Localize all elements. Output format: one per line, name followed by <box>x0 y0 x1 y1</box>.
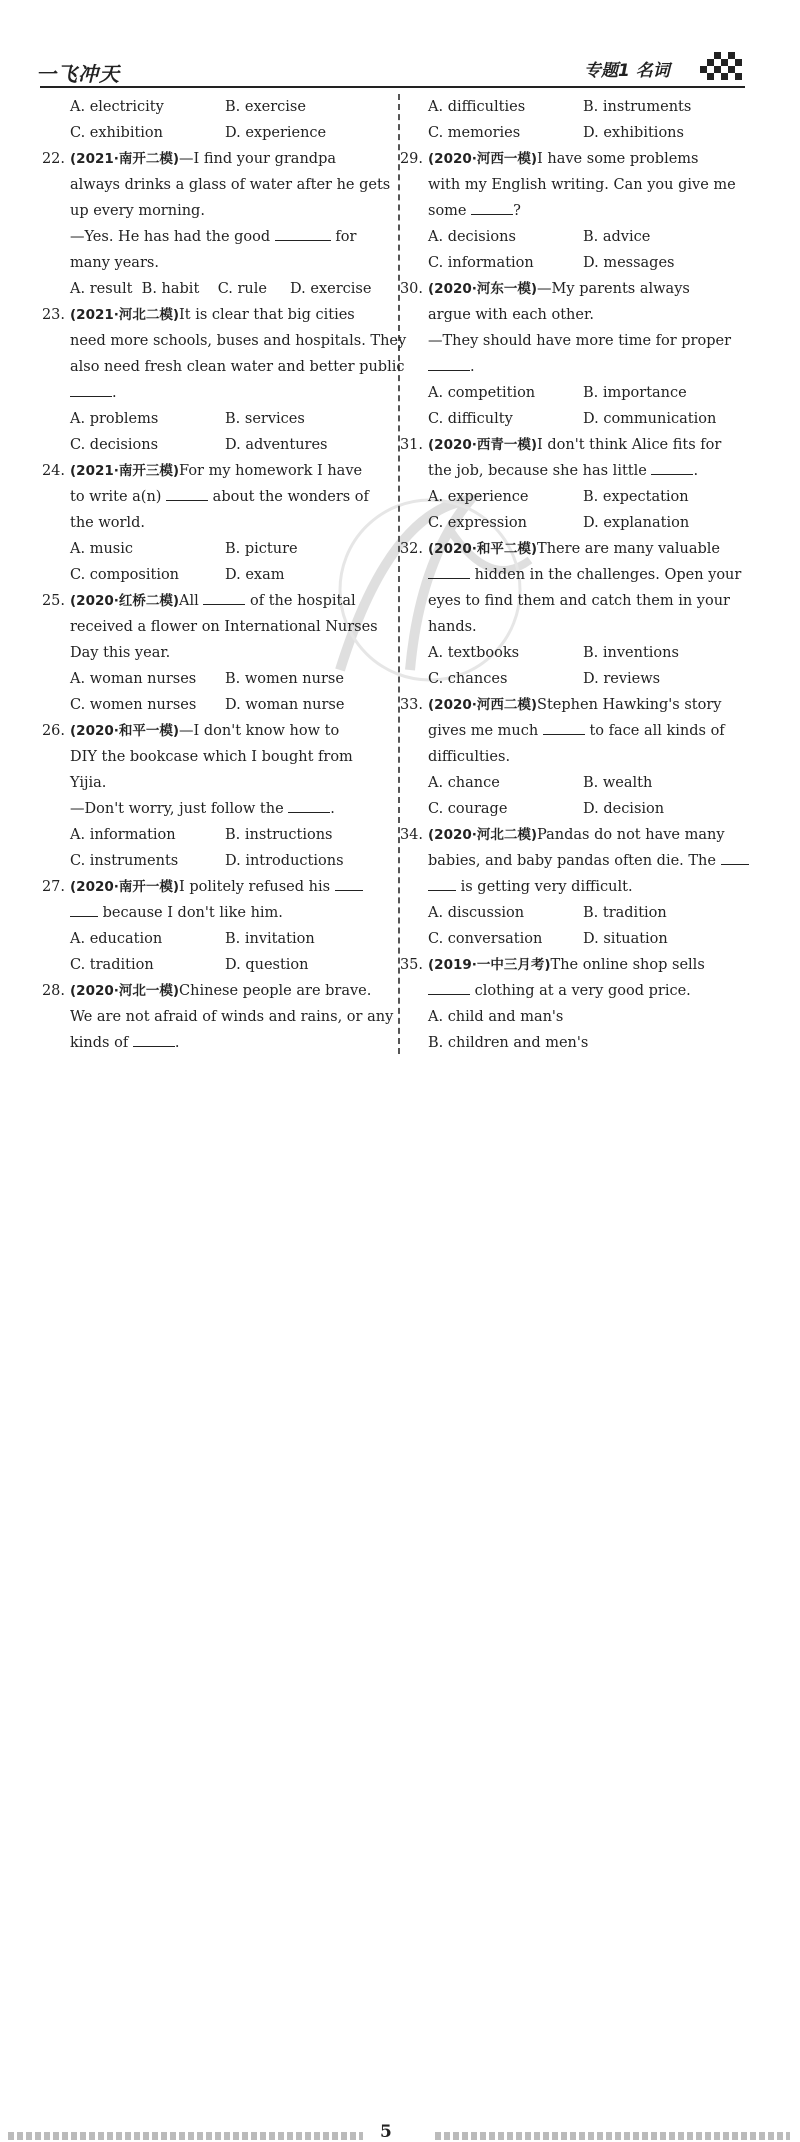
question-number: 33. <box>399 697 423 713</box>
option: B. advice <box>583 229 651 245</box>
options-grid <box>428 640 743 692</box>
question-line <box>428 458 743 484</box>
option: A. education <box>70 931 163 947</box>
question-text: Pandas do not have many <box>537 827 725 843</box>
question-number: 22. <box>41 151 65 167</box>
option: C. expression <box>428 515 527 531</box>
footer-border-right <box>435 2132 790 2140</box>
question-line <box>41 718 385 744</box>
options-grid <box>428 900 743 952</box>
question-line <box>428 302 743 328</box>
footer-border-left <box>8 2132 363 2140</box>
question-line <box>399 276 743 302</box>
question-source: (2020·和平二模) <box>428 541 538 557</box>
answer-blank <box>428 356 470 371</box>
question-line <box>70 1030 385 1056</box>
question-source: (2021·河北二模) <box>70 307 180 323</box>
page-number: 5 <box>380 2122 392 2142</box>
question-number: 34. <box>399 827 423 843</box>
option: B. inventions <box>583 645 679 661</box>
answer-blank <box>428 876 456 891</box>
question-text: the world. <box>70 515 145 531</box>
options-grid <box>428 380 743 432</box>
option: A. information <box>70 827 176 843</box>
option: A. discussion <box>428 905 525 921</box>
question-line <box>70 380 385 406</box>
options-grid <box>428 224 743 276</box>
question-text: We are not afraid of winds and rains, or any <box>70 1009 394 1025</box>
answer-blank <box>651 460 693 475</box>
option: D. introductions <box>225 853 344 869</box>
options-grid <box>70 406 385 458</box>
question-line <box>428 198 743 224</box>
question-text: up every morning. <box>70 203 205 219</box>
option: A. music <box>70 541 133 557</box>
question-number: 32. <box>399 541 423 557</box>
option: B. expectation <box>583 489 689 505</box>
question-line <box>399 952 743 978</box>
checker-decoration-icon <box>700 50 742 80</box>
question-text: some ? <box>428 203 521 219</box>
question-q23 <box>41 302 407 458</box>
question-source: (2020·红桥二模) <box>70 593 180 609</box>
question-text: —Yes. He has had the good for <box>70 229 356 245</box>
option: B. exercise <box>225 99 306 115</box>
option: D. exam <box>225 567 285 583</box>
question-text: I politely refused his <box>179 879 363 895</box>
question-text: is getting very difficult. <box>428 879 633 895</box>
question-text: argue with each other. <box>428 307 594 323</box>
question-number: 24. <box>41 463 65 479</box>
question-text: gives me much to face all kinds of <box>428 723 725 739</box>
question-text: babies, and baby pandas often die. The <box>428 853 749 869</box>
question-q25 <box>41 588 385 718</box>
column-divider <box>398 94 400 1054</box>
option: D. experience <box>225 125 327 141</box>
question-line <box>399 432 743 458</box>
question-text: hidden in the challenges. Open your <box>428 567 741 583</box>
question-text: I don't think Alice fits for <box>537 437 722 453</box>
option: B. wealth <box>583 775 653 791</box>
question-q28-opts <box>428 94 743 146</box>
question-q27 <box>41 874 385 978</box>
question-number: 25. <box>41 593 65 609</box>
question-q32 <box>399 536 743 692</box>
question-text: eyes to find them and catch them in your <box>428 593 730 609</box>
question-text: kinds of . <box>70 1035 179 1051</box>
question-text: I have some problems <box>537 151 699 167</box>
question-text: Chinese people are brave. <box>179 983 372 999</box>
options-grid <box>70 926 385 978</box>
question-line <box>428 562 743 588</box>
options-inline: A. result B. habit C. rule D. exercise <box>70 281 372 297</box>
option: D. question <box>225 957 309 973</box>
option: A. child and man's <box>428 1009 564 1025</box>
question-line <box>41 458 385 484</box>
option: B. importance <box>583 385 687 401</box>
answer-blank <box>721 850 749 865</box>
option: D. adventures <box>225 437 328 453</box>
option: D. decision <box>583 801 665 817</box>
question-number: 23. <box>41 307 65 323</box>
question-number: 27. <box>41 879 65 895</box>
answer-blank <box>428 564 470 579</box>
answer-blank <box>203 590 245 605</box>
answer-blank <box>133 1032 175 1047</box>
question-text: Yijia. <box>70 775 107 791</box>
option: C. conversation <box>428 931 543 947</box>
question-line <box>70 354 405 380</box>
question-number: 26. <box>41 723 65 739</box>
question-text: —My parents always <box>537 281 690 297</box>
question-text: Stephen Hawking's story <box>537 697 722 713</box>
option: D. reviews <box>583 671 661 687</box>
question-text: —They should have more time for proper <box>428 333 732 349</box>
question-text: There are many valuable <box>537 541 721 557</box>
option: A. decisions <box>428 229 516 245</box>
question-source: (2021·南开三模) <box>70 463 180 479</box>
question-text: For my homework I have <box>179 463 363 479</box>
question-text: —Don't worry, just follow the . <box>70 801 335 817</box>
question-source: (2020·西青一模) <box>428 437 538 453</box>
page-header <box>0 0 800 90</box>
option: D. messages <box>583 255 675 271</box>
option: B. instruments <box>583 99 692 115</box>
option: C. memories <box>428 125 521 141</box>
option: A. woman nurses <box>70 671 197 687</box>
question-text: always drinks a glass of water after he gets <box>70 177 391 193</box>
option: A. difficulties <box>428 99 526 115</box>
option: B. invitation <box>225 931 315 947</box>
option: A. electricity <box>70 99 164 115</box>
question-source: (2021·南开二模) <box>70 151 180 167</box>
question-line <box>70 510 385 536</box>
page-footer <box>0 1060 800 2142</box>
question-source: (2020·河北一模) <box>70 983 180 999</box>
answer-blank <box>70 382 112 397</box>
question-line <box>70 614 385 640</box>
option: A. chance <box>428 775 500 791</box>
option: C. chances <box>428 671 508 687</box>
question-line <box>41 978 385 1004</box>
question-line <box>428 614 743 640</box>
option: D. exhibitions <box>583 125 684 141</box>
question-text: The online shop sells <box>550 957 705 973</box>
question-text: many years. <box>70 255 159 271</box>
question-line <box>70 640 385 666</box>
option: B. picture <box>225 541 298 557</box>
question-line <box>41 588 385 614</box>
question-text: received a flower on International Nurses <box>70 619 378 635</box>
question-q24 <box>41 458 385 588</box>
question-line <box>399 692 743 718</box>
question-line <box>428 328 743 354</box>
option: A. problems <box>70 411 159 427</box>
answer-blank <box>428 980 470 995</box>
question-text: need more schools, buses and hospitals. They <box>70 333 407 349</box>
options-grid <box>70 822 385 874</box>
question-q26 <box>41 718 385 874</box>
answer-blank <box>70 902 98 917</box>
question-text: . <box>428 359 475 375</box>
option: D. communication <box>583 411 717 427</box>
question-number: 30. <box>399 281 423 297</box>
question-line <box>428 588 743 614</box>
question-text: because I don't like him. <box>70 905 283 921</box>
options-grid <box>428 770 743 822</box>
question-line <box>70 796 385 822</box>
right-column <box>399 94 743 1056</box>
question-source: (2020·河北二模) <box>428 827 538 843</box>
answer-blank <box>335 876 363 891</box>
option: C. exhibition <box>70 125 163 141</box>
option: C. composition <box>70 567 180 583</box>
question-text: with my English writing. Can you give me <box>428 177 736 193</box>
option: C. tradition <box>70 957 154 973</box>
question-number: 35. <box>399 957 423 973</box>
question-text: . <box>70 385 117 401</box>
topic-title: 专题1 名词 <box>584 61 670 81</box>
question-text: difficulties. <box>428 749 511 765</box>
option: C. courage <box>428 801 508 817</box>
option: B. children and men's <box>428 1035 589 1051</box>
question-q31 <box>399 432 743 536</box>
question-line <box>41 874 385 900</box>
question-q29 <box>399 146 743 276</box>
question-source: (2020·河东一模) <box>428 281 538 297</box>
question-line <box>70 1004 394 1030</box>
question-line <box>70 900 385 926</box>
option: B. tradition <box>583 905 667 921</box>
question-line <box>428 354 743 380</box>
question-number: 31. <box>399 437 423 453</box>
question-line <box>399 146 743 172</box>
option: B. instructions <box>225 827 333 843</box>
answer-blank <box>275 226 331 241</box>
brand-logo: 一飞冲天 <box>36 62 120 86</box>
option: D. situation <box>583 931 668 947</box>
question-q22 <box>41 146 391 302</box>
option: C. information <box>428 255 534 271</box>
option: D. explanation <box>583 515 690 531</box>
answer-blank <box>288 798 330 813</box>
question-text: DIY the bookcase which I bought from <box>70 749 353 765</box>
answer-blank <box>471 200 513 215</box>
options-grid <box>70 536 385 588</box>
left-column <box>41 94 407 1056</box>
question-text: clothing at a very good price. <box>428 983 691 999</box>
option: B. services <box>225 411 305 427</box>
options-grid <box>70 94 385 146</box>
question-text: All of the hospital <box>179 593 356 609</box>
question-text: —I don't know how to <box>179 723 340 739</box>
question-text: to write a(n) about the wonders of <box>70 489 369 505</box>
question-line <box>399 536 743 562</box>
option: A. experience <box>428 489 529 505</box>
question-q30 <box>399 276 743 432</box>
question-line <box>41 146 385 172</box>
question-line <box>428 172 743 198</box>
question-line <box>70 224 385 250</box>
question-text: also need fresh clean water and better public <box>70 359 405 375</box>
question-line <box>70 328 407 354</box>
question-line <box>70 198 385 224</box>
question-source: (2020·河西二模) <box>428 697 538 713</box>
question-q21-opts <box>70 94 385 146</box>
question-line <box>70 250 385 276</box>
question-source: (2020·南开一模) <box>70 879 180 895</box>
answer-blank <box>543 720 585 735</box>
option: C. difficulty <box>428 411 513 427</box>
option: C. decisions <box>70 437 159 453</box>
question-line <box>428 744 743 770</box>
question-line <box>70 484 385 510</box>
options-grid <box>70 666 385 718</box>
option: A. competition <box>428 385 536 401</box>
question-line <box>428 848 743 874</box>
question-text: the job, because she has little . <box>428 463 698 479</box>
question-line <box>428 718 743 744</box>
question-text: It is clear that big cities <box>179 307 355 323</box>
question-source: (2019·一中三月考) <box>428 957 551 973</box>
option: B. women nurse <box>225 671 344 687</box>
question-source: (2020·和平一模) <box>70 723 180 739</box>
question-q33 <box>399 692 743 822</box>
question-line <box>70 744 385 770</box>
options-grid <box>428 94 743 146</box>
header-rule <box>40 86 745 88</box>
question-number: 28. <box>41 983 65 999</box>
question-line <box>70 172 391 198</box>
question-line <box>428 874 743 900</box>
question-q35 <box>399 952 743 1056</box>
question-line <box>41 302 385 328</box>
option: D. woman nurse <box>225 697 345 713</box>
question-line <box>70 770 385 796</box>
option: C. women nurses <box>70 697 197 713</box>
options-grid <box>428 484 743 536</box>
option: C. instruments <box>70 853 179 869</box>
question-line <box>399 822 743 848</box>
question-number: 29. <box>399 151 423 167</box>
question-line <box>428 978 743 1004</box>
question-text: —I find your grandpa <box>179 151 336 167</box>
option: A. textbooks <box>428 645 520 661</box>
question-q34 <box>399 822 743 952</box>
question-text: hands. <box>428 619 477 635</box>
question-text: Day this year. <box>70 645 171 661</box>
answer-blank <box>166 486 208 501</box>
question-source: (2020·河西一模) <box>428 151 538 167</box>
question-q28 <box>41 978 394 1056</box>
